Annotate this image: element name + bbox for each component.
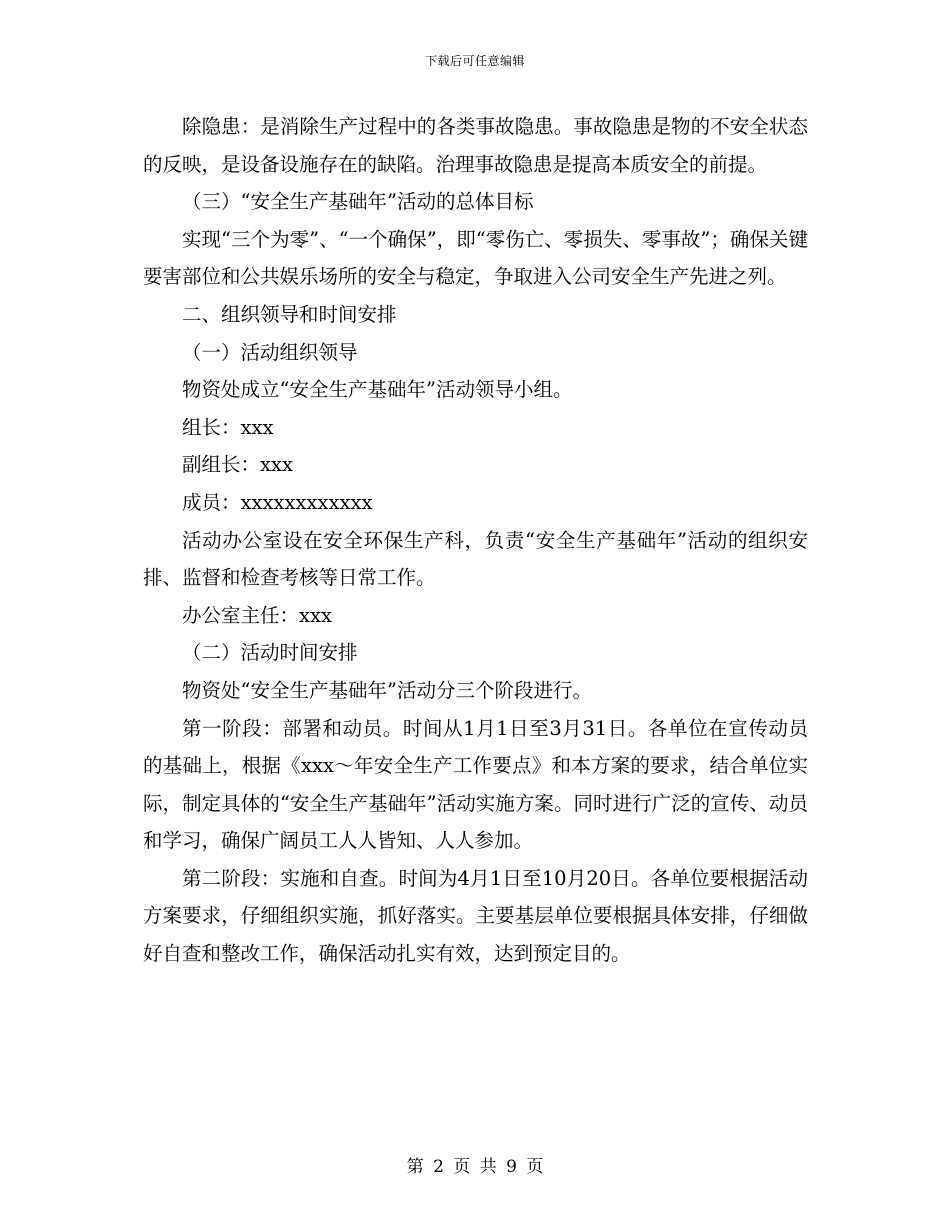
heading-activity-leadership: （一）活动组织领导 — [182, 340, 358, 364]
paragraph-stage-one: 第一阶段：部署和动员。时间从1月1日至3月31日。各单位在宣传动员的基础上，根据《xxx～年安全生产工作要点》和本方案的要求，结合单位实际，制定具体的“安全生产基础年”活动实施方案。同时进行广泛的宣传、动员和学习，确保广阔员工人人皆知、人人参加。 — [143, 716, 808, 853]
paragraph-group-leader: 组长：xxx — [182, 415, 274, 439]
document-body — [143, 108, 808, 973]
page-header: 下载后可任意编辑 — [424, 54, 525, 68]
paragraph-goal-details: 实现“三个为零”、“一个确保”，即“零伤亡、零损失、零事故”；确保关键要害部位和公共娱乐场所的安全与稳定，争取进入公司安全生产先进之列。 — [143, 227, 808, 289]
page-footer: 第 2 页 共 9 页 — [406, 1157, 544, 1177]
paragraph-three-stages: 物资处“安全生产基础年”活动分三个阶段进行。 — [182, 678, 592, 702]
heading-activity-schedule: （二）活动时间安排 — [182, 641, 358, 665]
paragraph-office-director: 办公室主任：xxx — [182, 603, 332, 627]
paragraph-deputy-leader: 副组长：xxx — [182, 453, 293, 477]
paragraph-hazard-removal: 除隐患：是消除生产过程中的各类事故隐患。事故隐患是物的不安全状态的反映，是设备设施存在的缺陷。治理事故隐患是提高本质安全的前提。 — [143, 115, 808, 176]
paragraph-leadership-group: 物资处成立“安全生产基础年”活动领导小组。 — [182, 378, 573, 402]
heading-overall-goal: （三）“安全生产基础年”活动的总体目标 — [182, 190, 534, 214]
paragraph-members: 成员：xxxxxxxxxxxx — [182, 490, 373, 514]
paragraph-activity-office: 活动办公室设在安全环保生产科，负责“安全生产基础年”活动的组织安排、监督和检查考核等日常工作。 — [143, 528, 808, 590]
heading-organization-schedule: 二、组织领导和时间安排 — [182, 302, 397, 326]
paragraph-stage-two: 第二阶段：实施和自查。时间为4月1日至10月20日。各单位要根据活动方案要求，仔细组织实施，抓好落实。主要基层单位要根据具体安排，仔细做好自查和整改工作，确保活动扎实有效，达到预定目的。 — [143, 866, 808, 966]
